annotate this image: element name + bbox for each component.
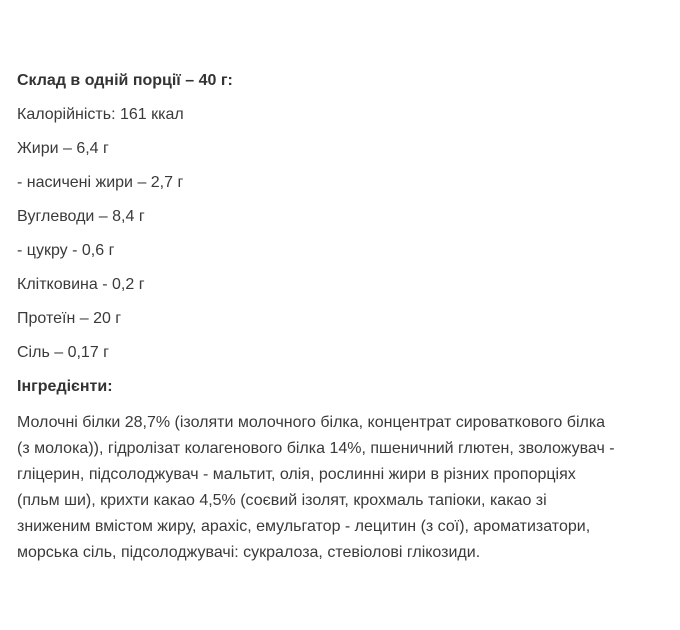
nutrition-sugar: - цукру - 0,6 г xyxy=(17,242,115,259)
nutrition-carbohydrates: Вуглеводи – 8,4 г xyxy=(17,208,145,225)
nutrition-saturated-fat: - насичені жири – 2,7 г xyxy=(17,174,184,191)
ingredients-text: Молочні білки 28,7% (ізоляти молочного білка, концентрат сироваткового білка (з молока)), гідролізат колагенового білка 14%, пшеничний глютен, зволожувач - гліцерин, підсолоджувач - мальтит, олія, рослинні жири в різних пропорціях (пльм ши), крихти какао 4,5% (соєвий ізолят, крохмаль тапіоки, какао зі зниженим вмістом жиру, арахіс, емульгатор - лецитин (з сої), ароматизатори, морська сіль, підсолоджувачі: сукралоза, стевіолові глікозиди. xyxy=(17,414,615,561)
nutrition-salt: Сіль – 0,17 г xyxy=(17,344,109,361)
nutrition-fiber: Клітковина - 0,2 г xyxy=(17,276,145,293)
product-info xyxy=(17,70,667,566)
nutrition-fat: Жири – 6,4 г xyxy=(17,140,109,157)
nutrition-calories: Калорійність: 161 ккал xyxy=(17,106,184,123)
composition-heading: Склад в одній порції – 40 г: xyxy=(17,72,233,89)
nutrition-protein: Протеїн – 20 г xyxy=(17,310,122,327)
ingredients-heading: Інгредієнти: xyxy=(17,378,113,395)
